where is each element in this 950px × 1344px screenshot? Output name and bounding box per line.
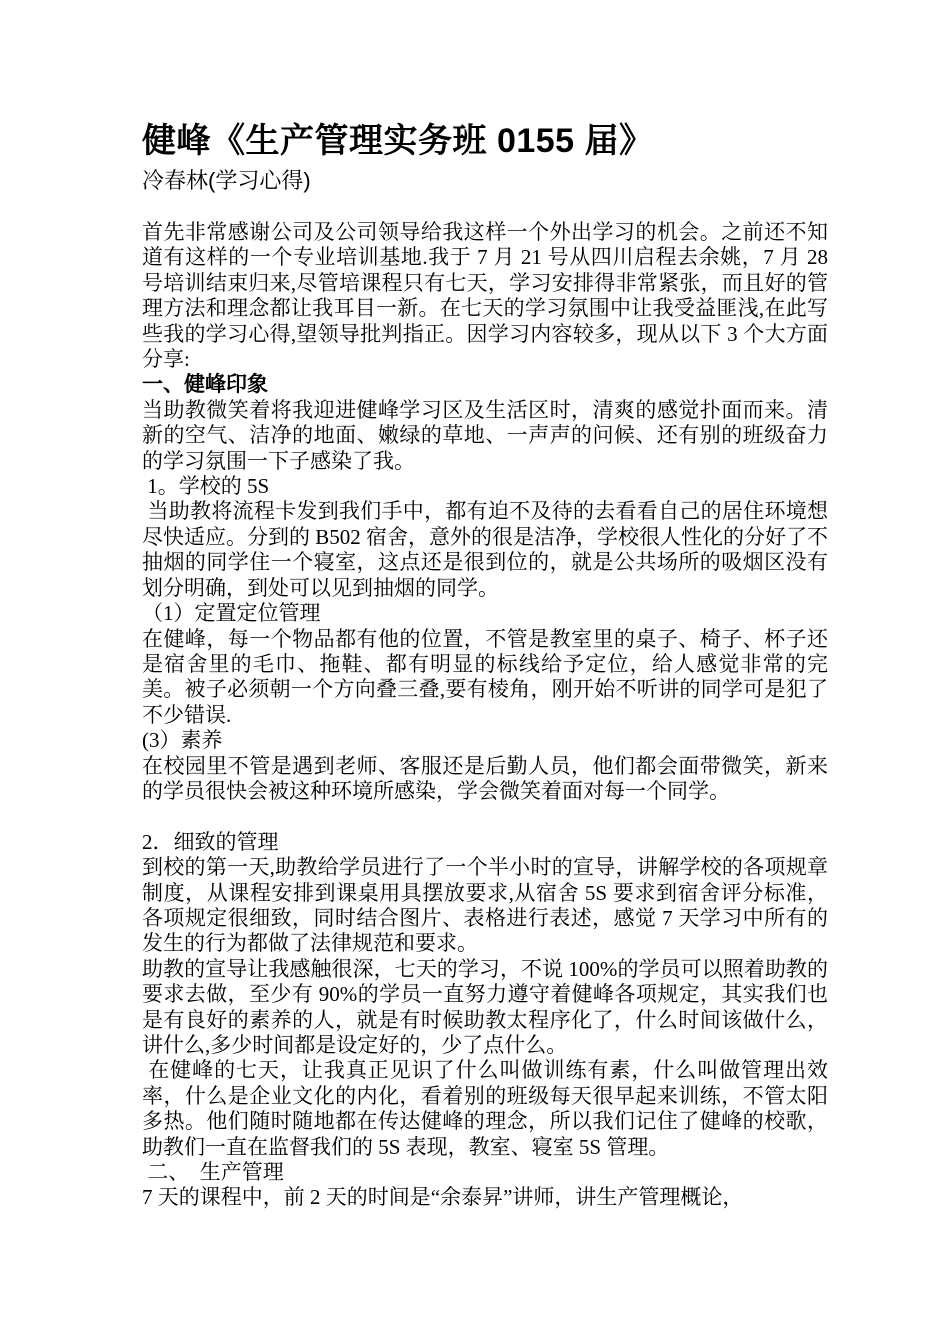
paragraph-positioning: 在健峰，每一个物品都有他的位置，不管是教室里的桌子、椅子、杯子还是宿舍里的毛巾、拖鞋、都有明显的标线给予定位，给人感觉非常的完美。被子必须朝一个方向叠三叠,要有棱角，刚开始不听讲的同学可是犯了不少错误. — [142, 626, 828, 727]
paragraph-dormitory: 当助教将流程卡发到我们手中，都有迫不及待的去看看自己的居住环境想尽快适应。分到的 B502 宿舍，意外的很是洁净，学校很人性化的分好了不抽烟的同学住一个寝室，这点还是很到位的，就是公共场所的吸烟区没有划分明确，到处可以见到抽烟的同学。 — [142, 499, 829, 600]
paragraph-seven-days: 在健峰的七天，让我真正见识了什么叫做训练有素，什么叫做管理出效率，什么是企业文化的内化，看着别的班级每天很早起来训练，不管太阳多热。他们随时随地都在传达健峰的理念，所以我们记住了健峰的校歌，助教们一直在监督我们的 5S 表现，教室、寝室 5S 管理。 — [142, 1058, 828, 1159]
blank-line — [142, 804, 828, 829]
paragraph-first-impression: 当助教微笑着将我迎进健峰学习区及生活区时，清爽的感觉扑面而来。清新的空气、洁净的地面、嫩绿的草地、一声声的问候、还有别的班级奋力的学习氛围一下子感染了我。 — [142, 397, 828, 473]
document-body — [142, 220, 828, 1211]
section-1-heading: 一、健峰印象 — [142, 373, 268, 397]
section-2-heading: 二、 生产管理 — [142, 1160, 284, 1185]
paragraph-production-course: 7 天的课程中，前 2 天的时间是“余泰昇”讲师，讲生产管理概论， — [142, 1185, 744, 1210]
paragraph-intro: 首先非常感谢公司及公司领导给我这样一个外出学习的机会。之前还不知道有这样的一个专业培训基地.我于 7 月 21 号从四川启程去余姚，7 月 28 号培训结束归来,尽管培课程只有七天，学习安排得非常紧张，而且好的管理方法和理念都让我耳目一新。在七天的学习氛围中让我受益匪浅,在此写些我的学习心得,望领导批判指正。因学习内容较多，现从以下 3 个大方面分享: — [142, 220, 828, 372]
subheading-detailed-management: 2．细致的管理 — [142, 829, 279, 854]
author-line: 冷春林(学习心得) — [142, 168, 311, 193]
paragraph-compliance: 助教的宣导让我感触很深，七天的学习，不说 100%的学员可以照着助教的要求去做，至少有 90%的学员一直努力遵守着健峰各项规定，其实我们也是有良好的素养的人，就是有时候助教太程序化了，什么时间该做什么，讲什么,多少时间都是设定好的，少了点什么。 — [142, 956, 828, 1057]
subheading-school-5s: 1。学校的 5S — [142, 474, 270, 499]
document-title: 健峰《生产管理实务班 0155 届》 — [142, 122, 654, 160]
document-content — [142, 118, 828, 1211]
paragraph-smile: 在校园里不管是遇到老师、客服还是后勤人员，他们都会面带微笑，新来的学员很快会被这种环境所感染，学会微笑着面对每一个同学。 — [142, 753, 828, 803]
paragraph-orientation: 到校的第一天,助教给学员进行了一个半小时的宣导，讲解学校的各项规章制度，从课程安排到课桌用具摆放要求,从宿舍 5S 要求到宿舍评分标准，各项规定很细致，同时结合图片、表格进行表述，感觉 7 天学习中所有的发生的行为都做了法律规范和要求。 — [142, 855, 828, 956]
subheading-positioning: （1）定置定位管理 — [142, 601, 321, 626]
subheading-suyang: (3）素养 — [142, 728, 223, 753]
